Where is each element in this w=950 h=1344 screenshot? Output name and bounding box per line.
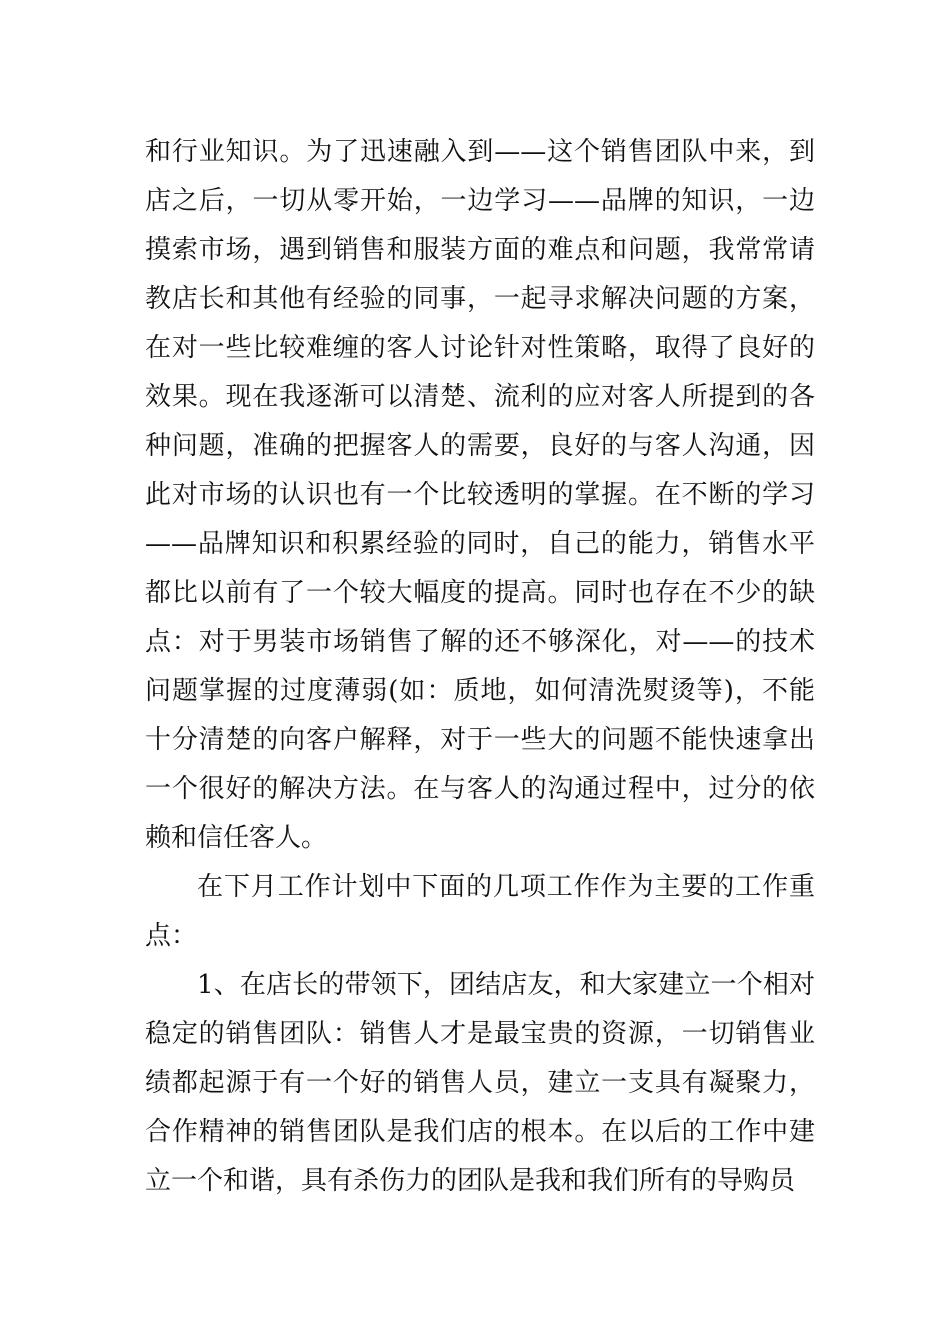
paragraph-continuation: 和行业知识。为了迅速融入到——这个销售团队中来，到店之后，一切从零开始，一边学习——品牌的知识，一边摸索市场，遇到销售和服装方面的难点和问题，我常常请教店长和其他有经验的同事，一起寻求解决问题的方案，在对一些比较难缠的客人讨论针对性策略，取得了良好的效果。现在我逐渐可以清楚、流利的应对客人所提到的各种问题，准确的把握客人的需要，良好的与客人沟通，因此对市场的认识也有一个比较透明的掌握。在不断的学习——品牌知识和积累经验的同时，自己的能力，销售水平都比以前有了一个较大幅度的提高。同时也存在不少的缺点：对于男装市场销售了解的还不够深化，对——的技术问题掌握的过度薄弱(如：质地，如何清洗熨烫等)，不能十分清楚的向客户解释，对于一些大的问题不能快速拿出一个很好的解决方法。在与客人的沟通过程中，过分的依赖和信任客人。 xyxy=(145,137,815,853)
paragraph-plan-intro: 在下月工作计划中下面的几项工作作为主要的工作重点： xyxy=(145,872,815,951)
paragraph-plan-item-1: 1、在店长的带领下，团结店友，和大家建立一个相对稳定的销售团队：销售人才是最宝贵的资源，一切销售业绩都起源于有一个好的销售人员，建立一支具有凝聚力，合作精神的销售团队是我们店的根本。在以后的工作中建立一个和谐，具有杀伤力的团队是我和我们所有的导购员 xyxy=(145,970,815,1196)
document-body xyxy=(145,128,815,1206)
